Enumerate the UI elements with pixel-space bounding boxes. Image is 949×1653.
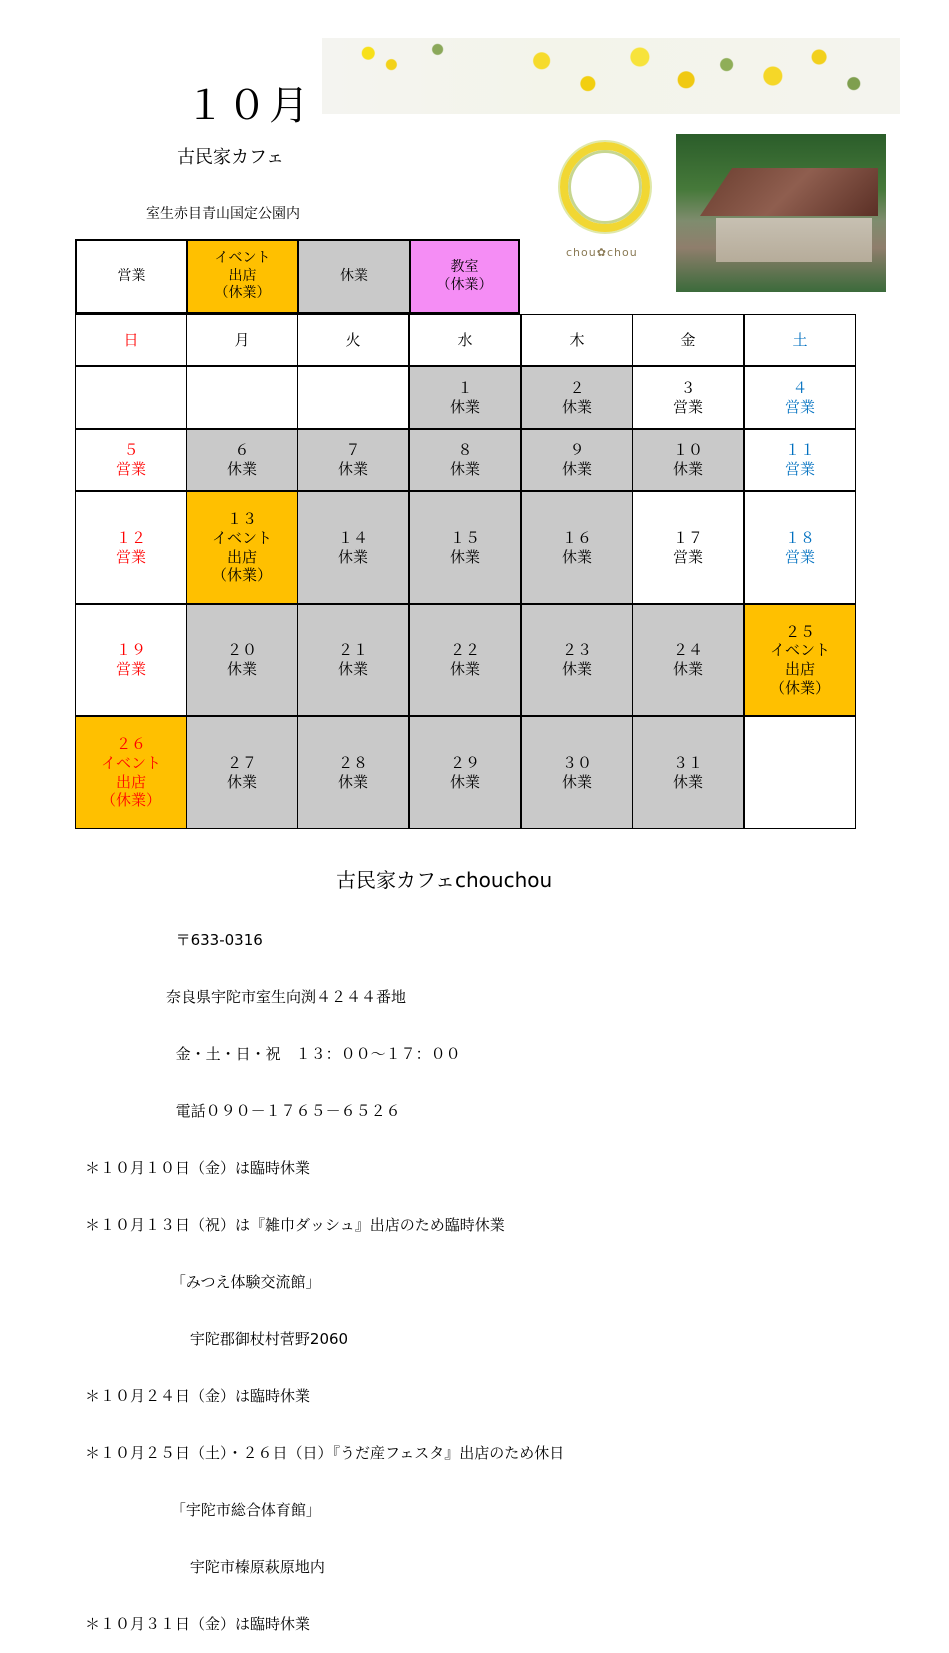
cafe-subtitle: 古民家カフェ [177,147,285,168]
footer-line-8: 宇陀郡御杖村菅野2060 [85,1330,349,1348]
calendar-day-cell: ２７ 休業 [186,716,298,829]
footer-line-11: 「宇陀市総合体育館」 [85,1501,321,1519]
calendar-day-cell: ６ 休業 [186,429,298,491]
calendar-day-cell: ２１ 休業 [297,604,409,716]
calendar-day-cell: ２８ 休業 [297,716,409,829]
footer-line-3: 金・土・日・祝 １３：００〜１７：００ [85,1045,461,1063]
calendar-day-cell: ２９ 休業 [409,716,521,829]
calendar-day-cell: １０ 休業 [632,429,744,491]
footer-line-5: ＊１０月１０日（金）は臨時休業 [85,1159,311,1177]
month-title: １０月 [185,83,311,129]
brand-text: chou✿chou [566,246,638,259]
legend-class: 教室 （休業） [409,239,520,314]
house-wall [716,218,872,262]
legend-event: イベント 出店 （休業） [186,239,299,314]
footer-line-4: 電話０９０－１７６５－６５２６ [85,1102,401,1120]
calendar-day-cell: １６ 休業 [521,491,633,604]
mimosa-banner [322,38,900,114]
footer-line-2: 奈良県宇陀市室生向渕４２４４番地 [85,988,407,1006]
calendar-day-cell: １４ 休業 [297,491,409,604]
footer-line-13: ＊１０月３１日（金）は臨時休業 [85,1615,311,1633]
weekday-header-1: 月 [186,314,298,366]
footer-title: 古民家カフェchouchou [336,868,553,892]
footer-line-6: ＊１０月１３日（祝）は『雑巾ダッシュ』出店のため臨時休業 [85,1216,505,1234]
calendar-day-cell [297,366,409,429]
calendar-day-cell: ８ 休業 [409,429,521,491]
calendar-day-cell: ２３ 休業 [521,604,633,716]
calendar-day-cell: １ 休業 [409,366,521,429]
calendar-day-cell [75,366,187,429]
calendar-day-cell: ２ 休業 [521,366,633,429]
legend-open: 営業 [75,239,188,314]
footer-line-9: ＊１０月２４日（金）は臨時休業 [85,1387,311,1405]
calendar-day-cell [744,716,856,829]
calendar-day-cell: ２０ 休業 [186,604,298,716]
calendar-day-cell: ３ 営業 [632,366,744,429]
calendar-day-cell: １１ 営業 [744,429,856,491]
house-photo [676,134,886,292]
calendar-day-cell: １５ 休業 [409,491,521,604]
calendar-day-cell: １２ 営業 [75,491,187,604]
footer-lines [85,893,564,1653]
footer-line-10: ＊１０月２５日（土）・２６日（日）『うだ産フェスタ』出店のため休日 [85,1444,565,1462]
weekday-header-4: 木 [521,314,633,366]
weekday-header-6: 土 [744,314,856,366]
footer-line-1: 〒633-0316 [85,931,263,949]
calendar-day-cell [186,366,298,429]
house-roof [700,168,878,216]
weekday-header-2: 火 [297,314,409,366]
weekday-header-3: 水 [409,314,521,366]
calendar-day-cell: ５ 営業 [75,429,187,491]
calendar-day-cell: ９ 休業 [521,429,633,491]
calendar-day-cell: １３ イベント 出店 （休業） [186,491,298,604]
calendar-day-cell: ２４ 休業 [632,604,744,716]
footer-line-7: 「みつえ体験交流館」 [85,1273,321,1291]
calendar-day-cell: ３０ 休業 [521,716,633,829]
weekday-header-5: 金 [632,314,744,366]
calendar-day-cell: １７ 営業 [632,491,744,604]
calendar-day-cell: ４ 営業 [744,366,856,429]
calendar-day-cell: ２６ イベント 出店 （休業） [75,716,187,829]
calendar-day-cell: ３１ 休業 [632,716,744,829]
calendar-day-cell: ２２ 休業 [409,604,521,716]
location-text: 室生赤目青山国定公園内 [146,206,300,222]
calendar-day-cell: ２５ イベント 出店 （休業） [744,604,856,716]
calendar-day-cell: １８ 営業 [744,491,856,604]
calendar-day-cell: １９ 営業 [75,604,187,716]
footer-line-12: 宇陀市榛原萩原地内 [85,1558,325,1576]
weekday-header-0: 日 [75,314,187,366]
calendar-day-cell: ７ 休業 [297,429,409,491]
wreath-logo [560,142,650,232]
legend-closed: 休業 [297,239,411,314]
